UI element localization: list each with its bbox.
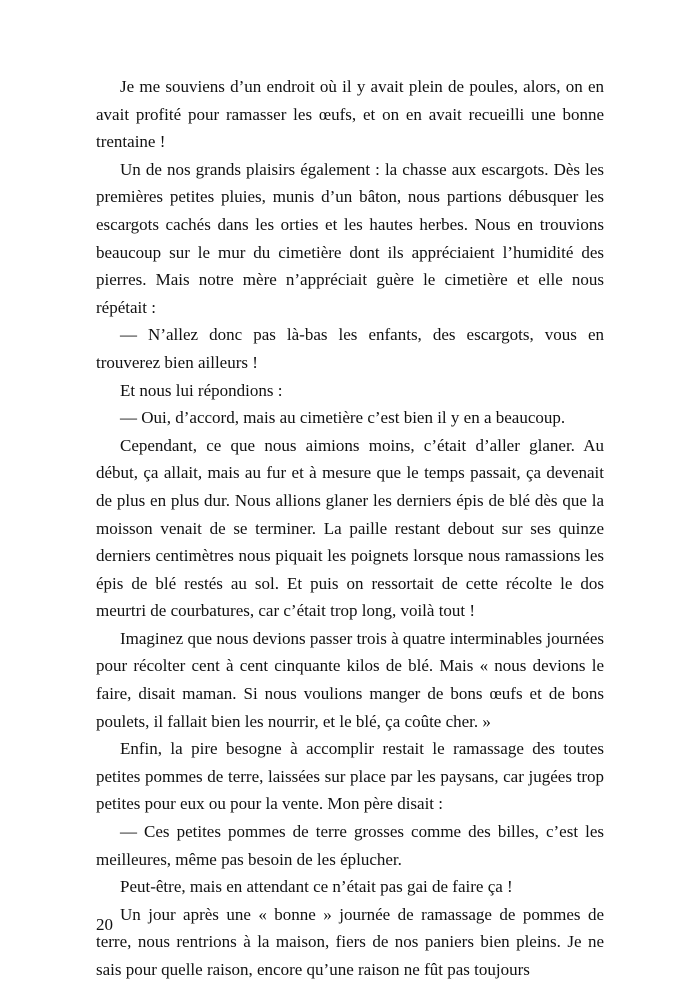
paragraph-1: Je me souviens d’un endroit où il y avait plein de poules, alors, on en avait profité pour ramasser les œufs, et on en avait recueilli une bonne trentaine ! <box>96 77 604 152</box>
paragraph-7: Peut-être, mais en attendant ce n’était pas gai de faire ça ! <box>120 877 513 897</box>
dialogue-line-1: — N’allez donc pas là-bas les enfants, des escargots, vous en trouverez bien ailleurs ! <box>96 325 604 372</box>
paragraph-4: Cependant, ce que nous aimions moins, c’était d’aller glaner. Au début, ça allait, mais au fur et à mesure que le temps passait, ça devenait de plus en plus dur. Nous allions glaner les derniers épis de blé dès que la moisson venait de se terminer. La paille restant debout sur ses quinze derniers centimètres nous piquait les poignets lorsque nous ramassions les épis de blé restés au sol. Et puis on ressortait de cette récolte le dos meurtri de courbatures, car c’était trop long, voilà tout ! <box>96 435 604 621</box>
paragraph-3: Et nous lui répondions : <box>120 380 283 400</box>
paragraph-8: Un jour après une « bonne » journée de ramassage de pommes de terre, nous rentrions à la maison, fiers de nos paniers bien pleins. Je ne sais pour quelle raison, encore qu’une raison ne fût pas toujours <box>96 904 604 979</box>
dialogue-line-2: — Oui, d’accord, mais au cimetière c’est bien il y en a beaucoup. <box>120 408 566 428</box>
dialogue-line-3: — Ces petites pommes de terre grosses comme des billes, c’est les meilleures, même pas besoin de les éplucher. <box>96 822 604 869</box>
body-text <box>96 73 604 984</box>
page-number: 20 <box>96 915 113 934</box>
paragraph-5: Imaginez que nous devions passer trois à quatre interminables journées pour récolter cent à cent cinquante kilos de blé. Mais « nous devions le faire, disait maman. Si nous voulions manger de bons œufs et de bons poulets, il fallait bien les nourrir, et le blé, ça coûte cher. » <box>96 628 604 731</box>
paragraph-6: Enfin, la pire besogne à accomplir restait le ramassage des toutes petites pommes de terre, laissées sur place par les paysans, car jugées trop petites pour eux ou pour la vente. Mon père disait : <box>96 739 604 814</box>
paragraph-2: Un de nos grands plaisirs également : la chasse aux escargots. Dès les premières petites pluies, munis d’un bâton, nous partions débusquer les escargots cachés dans les orties et les hautes herbes. Nous en trouvions beaucoup sur le mur du cimetière dont ils appréciaient l’humidité des pierres. Mais notre mère n’appréciait guère le cimetière et elle nous répétait : <box>96 159 604 317</box>
